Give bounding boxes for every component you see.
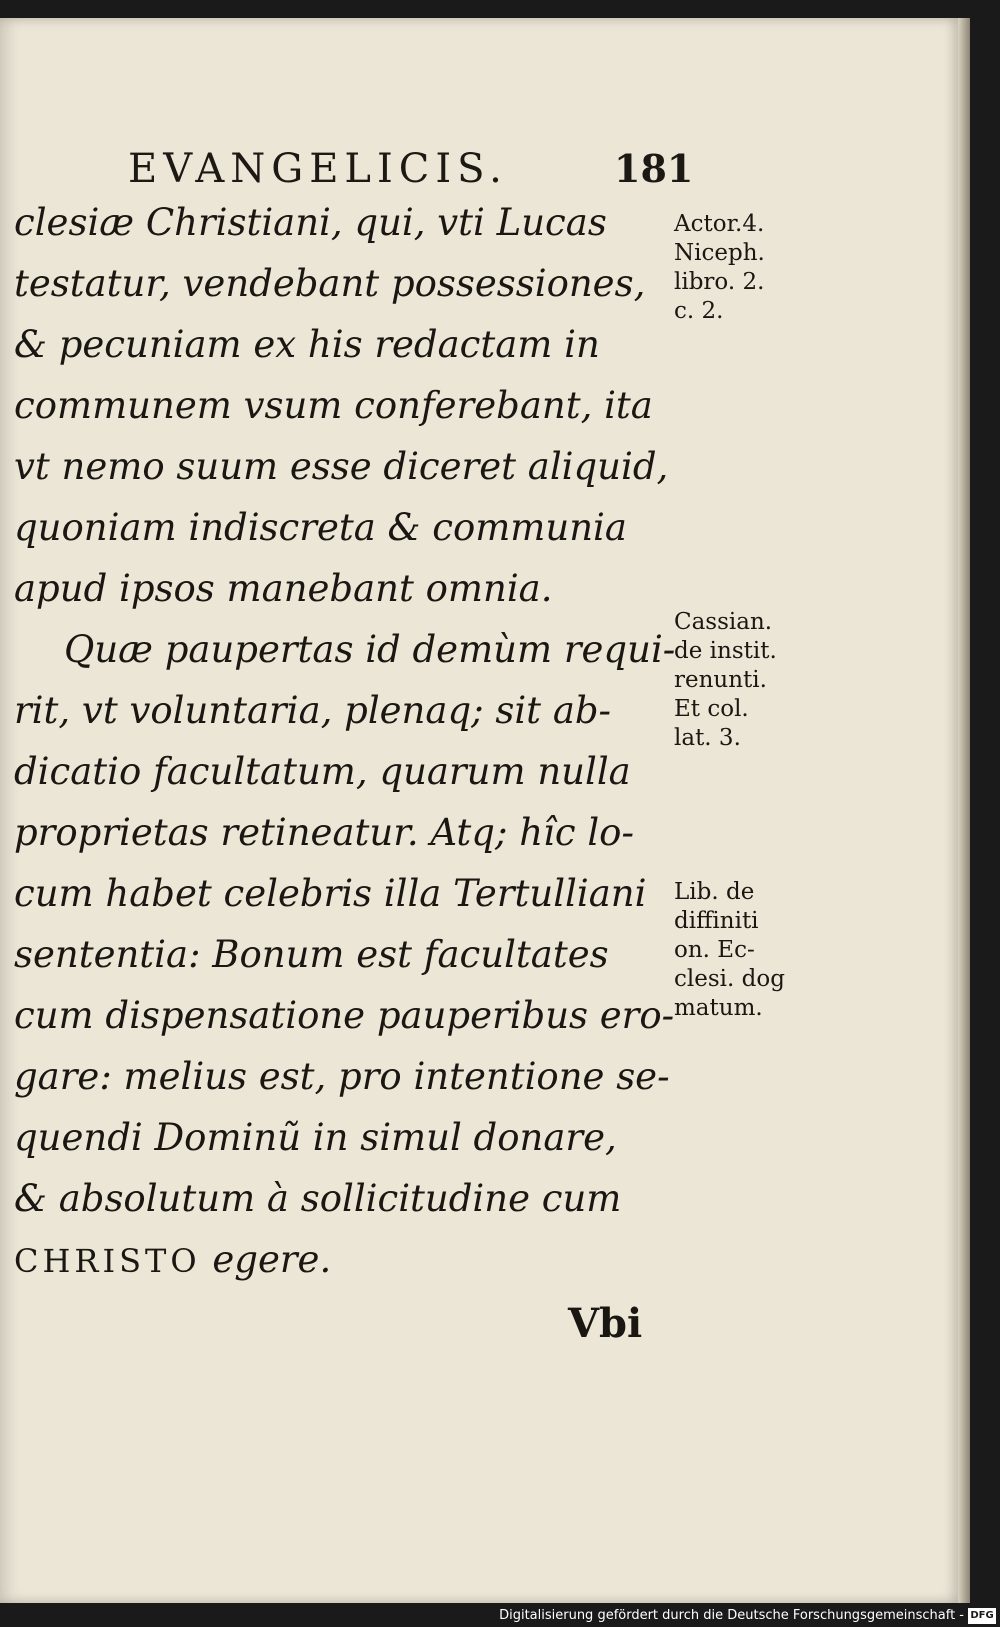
christo-caps: CHRISTO bbox=[14, 1242, 201, 1280]
running-head: EVANGELICIS. bbox=[128, 146, 508, 192]
text-line: cum habet celebris illa Tertulliani bbox=[14, 872, 647, 915]
text-line: communem vsum conferebant, ita bbox=[14, 384, 653, 427]
text-line: & absolutum à sollicitudine cum bbox=[14, 1177, 622, 1220]
text-line: quendi Dominũ in simul donare, bbox=[14, 1116, 617, 1159]
paragraph-start-line: Quæ paupertas id demùm requi- bbox=[64, 628, 676, 671]
book-page bbox=[0, 18, 958, 1603]
margin-line: libro. 2. bbox=[674, 269, 765, 295]
margin-line: diffiniti bbox=[674, 908, 759, 934]
text-line: & pecuniam ex his redactam in bbox=[14, 323, 600, 366]
page-header bbox=[0, 126, 958, 192]
main-text-block bbox=[14, 192, 676, 1290]
text-line: quoniam indiscreta & communia bbox=[14, 506, 627, 549]
text-line: dicatio facultatum, quarum nulla bbox=[14, 750, 631, 793]
text-line: cum dispensatione pauperibus ero- bbox=[14, 994, 675, 1037]
margin-line: Actor.4. bbox=[674, 211, 765, 237]
text-line: proprietas retineatur. Atq; hîc lo- bbox=[14, 811, 634, 854]
margin-line: clesi. dog bbox=[674, 966, 785, 992]
page-number: 181 bbox=[614, 146, 694, 191]
text-line: rit, vt voluntaria, plenaq; sit ab- bbox=[14, 689, 612, 732]
text-line: gare: melius est, pro intentione se- bbox=[14, 1055, 670, 1098]
margin-line: lat. 3. bbox=[674, 725, 741, 751]
catchword: Vbi bbox=[568, 1300, 643, 1347]
text-line: testatur, vendebant possessiones, bbox=[14, 262, 646, 305]
text-line: vt nemo suum esse diceret aliquid, bbox=[14, 445, 669, 488]
marginal-note-1 bbox=[674, 210, 804, 326]
footer-bar bbox=[0, 1606, 1000, 1627]
margin-line: Niceph. bbox=[674, 240, 765, 266]
margin-line: Cassian. bbox=[674, 609, 773, 635]
last-text-line bbox=[14, 1229, 670, 1290]
text-line: apud ipsos manebant omnia. bbox=[14, 567, 553, 610]
footer-credit: Digitalisierung gefördert durch die Deutsche Forschungsgemeinschaft - bbox=[499, 1608, 964, 1623]
text-line: sententia: Bonum est facultates bbox=[14, 933, 609, 976]
last-line-rest: egere. bbox=[200, 1238, 332, 1281]
page-edge bbox=[958, 18, 970, 1603]
margin-line: de instit. bbox=[674, 638, 777, 664]
margin-line: renunti. bbox=[674, 667, 767, 693]
margin-line: on. Ec- bbox=[674, 937, 755, 963]
margin-line: Lib. de bbox=[674, 879, 755, 905]
text-line: clesiæ Christiani, qui, vti Lucas bbox=[14, 201, 607, 244]
margin-line: matum. bbox=[674, 995, 763, 1021]
margin-line: c. 2. bbox=[674, 298, 724, 324]
dfg-logo: DFG bbox=[968, 1608, 996, 1624]
margin-line: Et col. bbox=[674, 696, 749, 722]
marginal-note-3 bbox=[674, 878, 804, 1023]
marginal-note-2 bbox=[674, 608, 804, 753]
